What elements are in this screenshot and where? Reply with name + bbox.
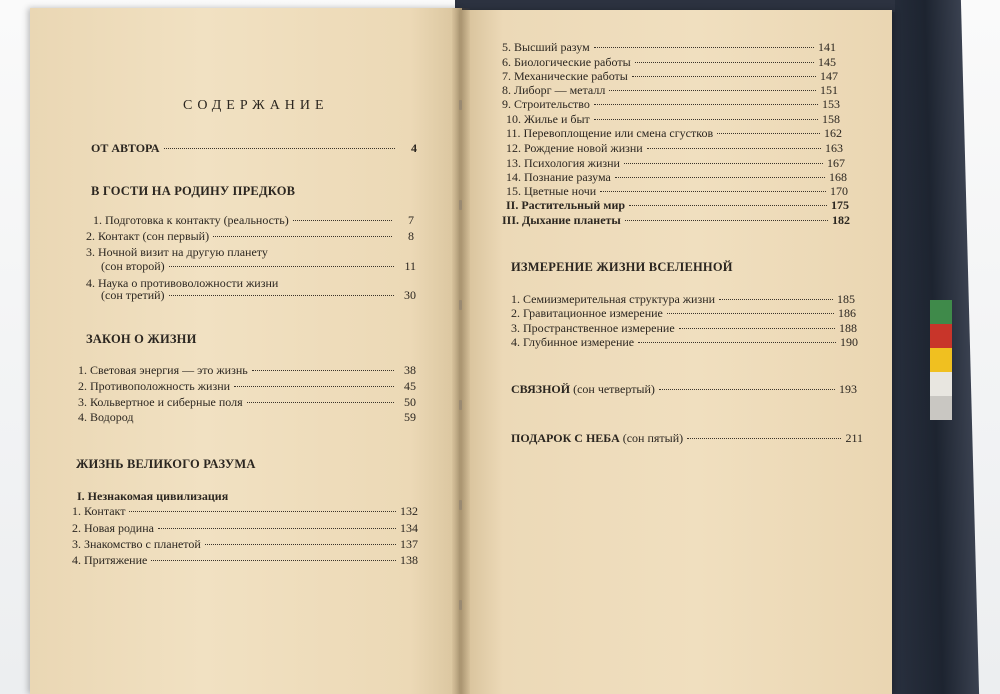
section-title: ИЗМЕРЕНИЕ ЖИЗНИ ВСЕЛЕННОЙ [511,260,733,274]
toc-entry [72,553,418,568]
toc-entry-page: 134 [400,521,418,535]
toc-entry-label-bold: ПОДАРОК С НЕБА [511,431,620,445]
toc-entry-page: 8 [408,229,414,243]
toc-entry-page: 175 [831,198,849,212]
toc-heading: СОДЕРЖАНИЕ [183,98,329,113]
toc-entry-page: 45 [404,379,416,393]
leader-dots [594,104,818,105]
binding-stitch [459,200,462,210]
leader-dots [205,544,396,545]
toc-entry-page: 151 [820,83,838,97]
toc-entry [101,259,416,274]
toc-entry-label: 1. Семиизмерительная структура жизни [511,292,716,306]
toc-entry-label: 2. Контакт (сон первый) [86,229,210,243]
binding-stitch [459,100,462,110]
toc-entry-label: 8. Либорг — металл [502,83,606,97]
toc-entry [78,410,416,425]
toc-entry [502,83,838,98]
toc-entry-label: III. Дыхание планеты [502,213,621,227]
toc-entry-label: 2. Противоположность жизни [78,379,231,393]
leader-dots [594,47,814,48]
toc-entry-page: 186 [838,306,856,320]
leader-dots [600,191,826,192]
toc-entry-page: 50 [404,395,416,409]
toc-entry-label-rest: (сон четвертый) [570,382,655,396]
toc-entry [511,306,856,321]
toc-entry-label: 1. Подготовка к контакту (реальность) [93,213,289,227]
toc-entry [502,55,836,70]
toc-entry-page: 170 [830,184,848,198]
leader-dots [679,328,835,329]
toc-entry-label: 4. Глубинное измерение [511,335,635,349]
toc-entry-label [511,431,683,446]
leader-dots [625,220,828,221]
toc-entry-page: 137 [400,537,418,551]
leader-dots [717,133,820,134]
leader-dots [158,528,396,529]
leader-dots [624,163,823,164]
toc-entry-label: 2. Гравитационное измерение [511,306,663,320]
cover-color-stripes [930,300,952,420]
leader-dots [719,299,833,300]
toc-entry-svyaznoy [511,382,857,397]
toc-entry [78,379,416,394]
leader-dots [151,560,396,561]
toc-entry-label: 3. Пространственное измерение [511,321,675,335]
leader-dots [632,76,816,77]
section-title: ЖИЗНЬ ВЕЛИКОГО РАЗУМА [76,457,256,471]
toc-entry [511,321,857,336]
toc-entry-page: 132 [400,504,418,518]
section-title: В ГОСТИ НА РОДИНУ ПРЕДКОВ [91,184,296,198]
toc-entry [502,40,836,55]
leader-dots [169,266,394,267]
leader-dots [138,417,394,418]
toc-entry-page: 185 [837,292,855,306]
toc-entry-label-rest: (сон пятый) [619,431,684,445]
toc-part-entry [506,198,849,213]
part-title: I. Незнакомая цивилизация [77,489,229,503]
toc-entry-page: 193 [839,382,857,396]
toc-entry [86,229,414,244]
toc-entry-page: 141 [818,40,836,54]
toc-part-entry [502,213,850,228]
toc-entry-label: II. Растительный мир [506,198,626,212]
toc-entry [72,537,418,552]
toc-entry-page: 182 [832,213,850,227]
toc-entry-podarok [511,431,863,446]
section-title: ЗАКОН О ЖИЗНИ [86,332,197,346]
toc-entry-label: 7. Механические работы [502,69,628,83]
toc-entry-label: (сон третий) [101,288,165,302]
toc-entry-intro [91,141,417,156]
toc-entry-label: 4. Притяжение [72,553,148,567]
leader-dots [609,90,816,91]
toc-entry-label: 4. Водород [78,410,134,424]
toc-entry-label [511,382,655,397]
toc-entry [78,395,416,410]
toc-entry [72,521,418,536]
binding-stitch [459,300,462,310]
toc-entry-label: 10. Жилье и быт [506,112,590,126]
toc-entry [72,504,418,519]
toc-entry-label: 15. Цветные ночи [506,184,597,198]
toc-entry [506,170,847,185]
toc-entry [506,156,845,171]
leader-dots [247,402,394,403]
toc-entry-label: 9. Строительство [502,97,590,111]
toc-entry-label: 3. Знакомство с планетой [72,537,201,551]
toc-entry-page: 162 [824,126,842,140]
toc-entry-label: 1. Световая энергия — это жизнь [78,363,248,377]
toc-entry [506,184,848,199]
leader-dots [615,177,825,178]
toc-entry [506,126,842,141]
leader-dots [659,389,835,390]
binding-stitch [459,400,462,410]
toc-entry [502,69,838,84]
leader-dots [687,438,841,439]
toc-entry [511,335,858,350]
leader-dots [252,370,394,371]
toc-entry-page: 59 [404,410,416,424]
toc-entry-page: 190 [840,335,858,349]
toc-entry-page: 11 [404,259,416,273]
toc-entry [506,112,840,127]
toc-entry-label: 4. Наука о противоволожности жизни [86,276,279,290]
toc-entry-label: ОТ АВТОРА [91,141,160,155]
toc-entry-label: 14. Познание разума [506,170,611,184]
toc-entry-page: 30 [404,288,416,302]
toc-entry [502,97,840,112]
toc-entry-label: 3. Ночной визит на другую планету [86,245,268,259]
toc-entry-page: 38 [404,363,416,377]
toc-entry-page: 167 [827,156,845,170]
toc-entry [93,213,414,228]
toc-entry-label: 12. Рождение новой жизни [506,141,643,155]
toc-entry-page: 211 [845,431,863,445]
toc-entry-label: 6. Биологические работы [502,55,631,69]
toc-entry-page: 153 [822,97,840,111]
toc-entry-page: 7 [408,213,414,227]
leader-dots [164,148,396,149]
leader-dots [213,236,392,237]
toc-entry-label: 13. Психология жизни [506,156,620,170]
toc-entry-label: 11. Перевоплощение или смена сгустков [506,126,714,140]
leader-dots [594,119,818,120]
toc-entry [101,288,416,303]
toc-entry [78,363,416,378]
toc-entry [511,292,855,307]
toc-entry-page: 147 [820,69,838,83]
binding-stitch [459,600,462,610]
leader-dots [293,220,392,221]
leader-dots [647,148,821,149]
leader-dots [638,342,836,343]
toc-entry-label: 5. Высший разум [502,40,590,54]
toc-entry-label: 2. Новая родина [72,521,154,535]
toc-entry-label-bold: СВЯЗНОЙ [511,382,571,396]
toc-entry-page: 4 [411,141,417,155]
toc-entry-page: 138 [400,553,418,567]
toc-entry-page: 168 [829,170,847,184]
toc-entry-label: 1. Контакт [72,504,126,518]
leader-dots [667,313,834,314]
leader-dots [129,511,396,512]
leader-dots [169,295,394,296]
toc-entry-label: (сон второй) [101,259,165,273]
toc-entry-label: 3. Кольвертное и сиберные поля [78,395,243,409]
toc-entry-page: 158 [822,112,840,126]
book-gutter [452,8,470,694]
toc-entry-page: 163 [825,141,843,155]
toc-entry-page: 145 [818,55,836,69]
leader-dots [635,62,814,63]
toc-entry [506,141,843,156]
toc-entry-page: 188 [839,321,857,335]
leader-dots [234,386,394,387]
leader-dots [629,205,827,206]
binding-stitch [459,500,462,510]
